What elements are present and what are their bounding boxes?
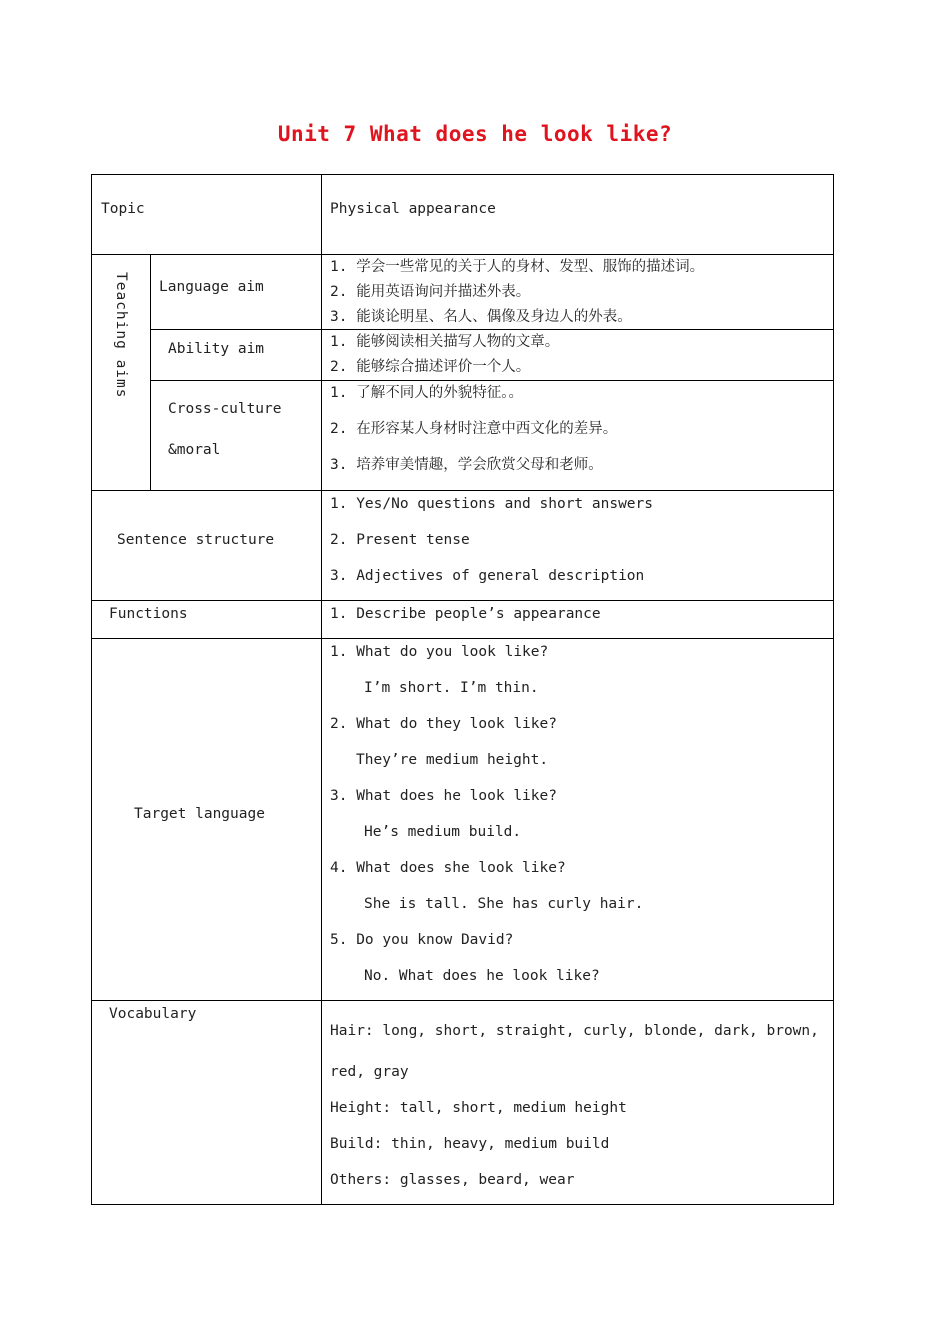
- teaching-aims-label: Teaching aims: [113, 272, 129, 399]
- target-language-line: They’re medium height.: [356, 752, 549, 768]
- ability-aim-item: 2. 能够综合描述评价一个人。: [330, 359, 531, 375]
- vocabulary-line: Hair: long, short, straight, curly, blonde, dark, brown,: [330, 1023, 819, 1039]
- target-language-line: 5. Do you know David?: [330, 932, 514, 948]
- sentence-structure-item: 2. Present tense: [330, 532, 470, 548]
- vocabulary-line: Others: glasses, beard, wear: [330, 1172, 575, 1188]
- target-language-line: 3. What does he look like?: [330, 788, 557, 804]
- page-title: Unit 7 What does he look like?: [277, 122, 673, 146]
- ability-aim-label: Ability aim: [168, 341, 265, 357]
- row-divider: [91, 254, 834, 255]
- target-language-line: No. What does he look like?: [364, 968, 600, 984]
- topic-value: Physical appearance: [330, 201, 496, 217]
- target-language-line: 4. What does she look like?: [330, 860, 566, 876]
- language-aim-item: 1. 学会一些常见的关于人的身材、发型、服饰的描述词。: [330, 259, 705, 275]
- functions-item: 1. Describe people’s appearance: [330, 606, 601, 622]
- row-divider: [91, 490, 834, 491]
- cross-culture-item: 3. 培养审美情趣，学会欣赏父母和老师。: [330, 457, 603, 473]
- table-border-left: [91, 174, 92, 1205]
- ability-aim-item: 1. 能够阅读相关描写人物的文章。: [330, 334, 560, 350]
- row-divider: [91, 1000, 834, 1001]
- vocabulary-line: red, gray: [330, 1064, 409, 1080]
- target-language-line: He’s medium build.: [364, 824, 522, 840]
- column-divider: [321, 174, 322, 1205]
- functions-label: Functions: [109, 606, 188, 622]
- cross-culture-item: 1. 了解不同人的外貌特征。。: [330, 385, 523, 401]
- language-aim-label: Language aim: [159, 279, 264, 295]
- topic-label: Topic: [101, 201, 145, 217]
- table-border-top: [91, 174, 834, 175]
- cross-culture-label: Cross-culture: [168, 401, 282, 417]
- row-divider: [91, 600, 834, 601]
- sentence-structure-label: Sentence structure: [117, 532, 275, 548]
- vocabulary-line: Height: tall, short, medium height: [330, 1100, 627, 1116]
- row-divider: [150, 380, 834, 381]
- target-language-line: I’m short. I’m thin.: [364, 680, 539, 696]
- vocabulary-line: Build: thin, heavy, medium build: [330, 1136, 610, 1152]
- table-border-right: [833, 174, 834, 1205]
- column-divider: [150, 254, 151, 490]
- target-language-label: Target language: [134, 806, 265, 822]
- language-aim-item: 2. 能用英语询问并描述外表。: [330, 284, 531, 300]
- row-divider: [150, 329, 834, 330]
- target-language-line: 1. What do you look like?: [330, 644, 549, 660]
- table-border-bottom: [91, 1204, 834, 1205]
- cross-culture-item: 2. 在形容某人身材时注意中西文化的差异。: [330, 421, 618, 437]
- target-language-line: 2. What do they look like?: [330, 716, 557, 732]
- sentence-structure-item: 3. Adjectives of general description: [330, 568, 645, 584]
- cross-culture-label-line2: &moral: [168, 442, 221, 458]
- row-divider: [91, 638, 834, 639]
- target-language-line: She is tall. She has curly hair.: [364, 896, 644, 912]
- language-aim-item: 3. 能谈论明星、名人、偶像及身边人的外表。: [330, 309, 632, 325]
- sentence-structure-item: 1. Yes/No questions and short answers: [330, 496, 654, 512]
- vocabulary-label: Vocabulary: [109, 1006, 197, 1022]
